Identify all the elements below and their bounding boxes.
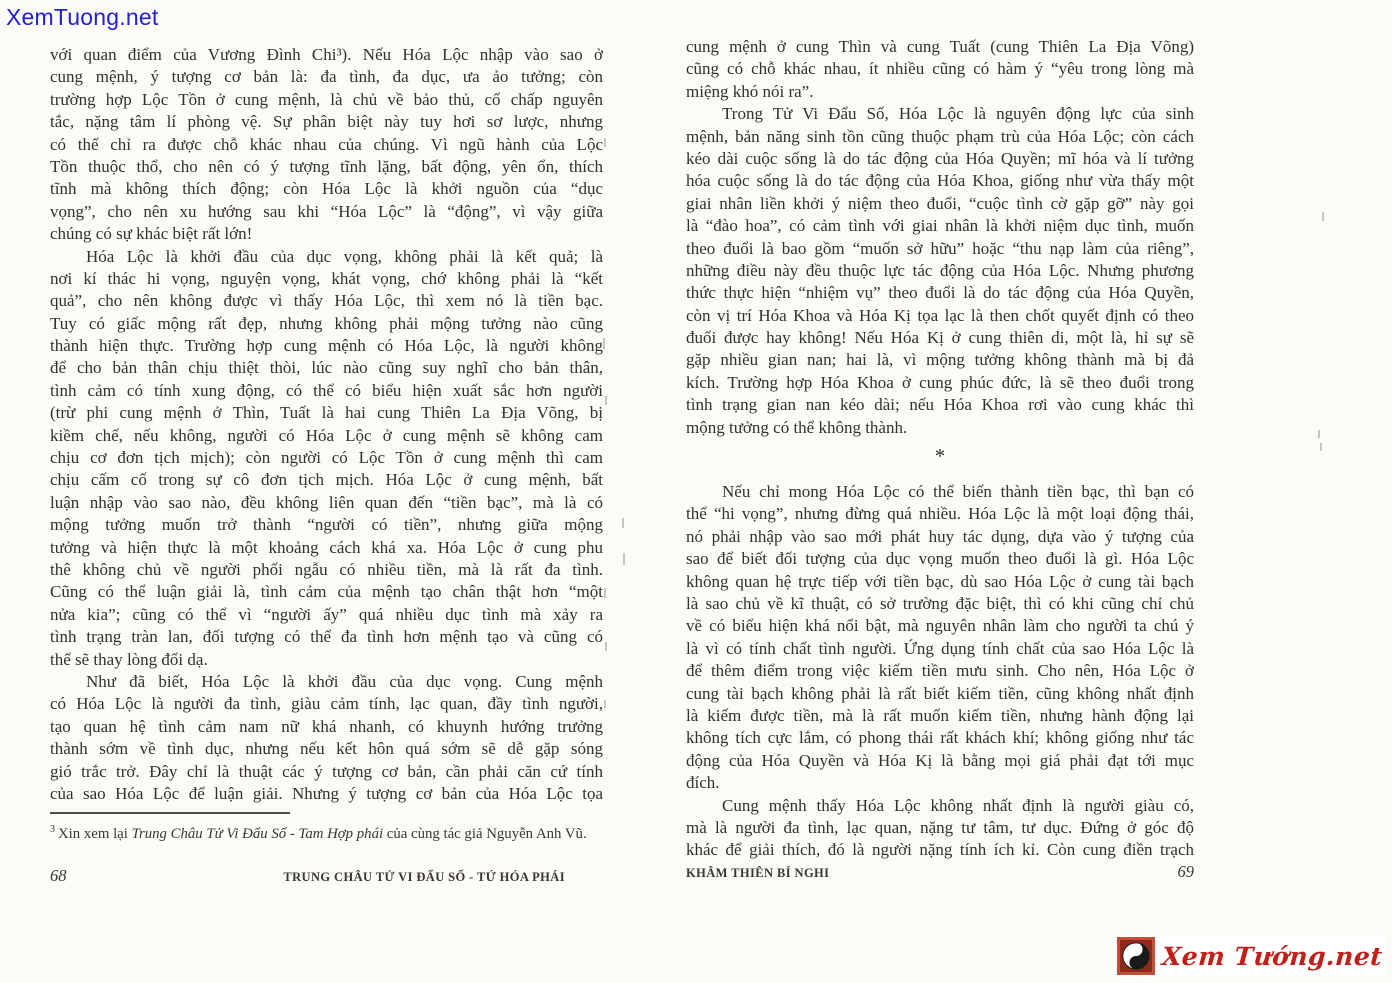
scan-artifact [622, 518, 624, 528]
scan-artifact [604, 138, 606, 147]
text-line: thể sẽ thay lòng đổi dạ. [50, 649, 208, 669]
scan-artifact [603, 338, 605, 349]
text-line: động của Hóa Quyền và Hóa Kị là bằng mọi giá phải đạt tới mục [686, 750, 1194, 770]
text-line: nơi kí thác hi vọng, nguyện vọng, khát vọng, chớ không phải là “kết [50, 268, 603, 288]
text-line: để cho bản thân chịu thiệt thòi, lúc nào cũng suy nghĩ cho bản thân, [50, 358, 603, 378]
text-line: còn vị trí Hóa Khoa và Hóa Kị tọa lạc là then chốt quyết định có theo [686, 305, 1194, 325]
text-line: chịu cơ đơn tịch mịch); còn người có Lộc Tồn ở cung mệnh thì cam [50, 448, 603, 468]
text-line: trường hợp Lộc Tồn ở cung mệnh, là chủ về bảo thủ, cố chấp nguyên [50, 89, 603, 109]
text-line: quả”, cho nên không được vì thấy Hóa Lộc, thì xem nó là tiền bạc. [50, 291, 603, 311]
text-line: mà là người đa tình, lạc quan, nặng tư tâm, tư dục. Đứng ở góc độ [686, 817, 1194, 837]
page-left-footer [50, 866, 603, 886]
text-line: tình trạng gian nan kéo dài; nếu Hóa Khoa rơi vào cung khác thì [686, 395, 1194, 415]
footnote-text-segment: Xin xem lại [58, 825, 132, 842]
text-line: chịu cấm cố trong sự cô đơn tịch mịch. Hóa Lộc ở cung mệnh, bất [50, 470, 603, 490]
text-line: theo đuổi là bao gồm “muốn sở hữu” hoặc “thu nạp làm của riêng”, [686, 238, 1194, 258]
text-line: tĩnh mà không thích động; còn Hóa Lộc là khởi nguồn của “dục [50, 179, 603, 199]
scan-artifact [604, 588, 606, 598]
running-title-right: KHÂM THIÊN BÍ NGHI [686, 866, 830, 880]
text-line: không quan hệ trực tiếp với tiền bạc, dù sao Hóa Lộc ở cung tài bạch [686, 571, 1194, 591]
text-line: * [934, 444, 946, 469]
text-line: cung mệnh ở cung Thìn và cung Tuất (cung Thiên La Địa Võng) [686, 37, 1194, 56]
footnote-text-segment: Trung Châu Tử Vi Đẩu Số - Tam Hợp phái [131, 825, 384, 842]
text-line: để thêm điểm trong việc kiếm tiền mưu sinh. Cho nên, Hóa Lộc ở [686, 661, 1194, 681]
text-line: cung mệnh, ý tượng cơ bản là: đa tình, đa dục, ưa ảo tưởng; còn [50, 67, 603, 87]
text-line: có Hóa Lộc là người đa tình, giàu cảm tính, lạc quan, đầy tình người, [50, 694, 603, 714]
text-line: gió trắc trở. Đây chỉ là thuật các ý tượng cơ bản, cần phải căn cứ tính [50, 761, 603, 781]
text-line: kiềm chế, nếu không, người có Hóa Lộc ở cung mệnh sẽ không cam [50, 425, 603, 445]
text-line: mộng tưởng muốn trở thành “người có tiền”, nhưng giữa mộng [50, 515, 603, 535]
text-line: miệng khó nói ra”. [686, 81, 814, 101]
scan-artifact [1318, 430, 1320, 438]
text-line: thành hiện thực. Trường hợp cung mệnh có Hóa Lộc, là người không [50, 336, 603, 356]
text-line: hóa cuộc sống là do tác động của Hóa Khoa, giống như vừa thấy một [686, 171, 1194, 191]
scan-artifact [623, 553, 625, 565]
text-line: là sao chủ về kĩ thuật, có sở trường đặc biệt, thì có khi cũng chỉ chủ [686, 593, 1194, 613]
text-line: (trừ phi cung mệnh ở Thìn, Tuất là hai cung Thiên La Địa Võng, bị [50, 403, 603, 423]
text-line: kích. Trường hợp Hóa Khoa ở cung phúc đức, là sẽ theo đuổi trong [686, 372, 1194, 392]
footnote [50, 820, 598, 844]
text-line: Tồn thuộc thổ, cho nên có ý tượng tĩnh lặng, bất động, yên ổn, thích [50, 156, 603, 176]
page-right-text [686, 36, 1194, 862]
scan-artifact [1322, 212, 1324, 221]
text-line: tạo quan hệ tình cảm nam nữ khá nhanh, có khuynh hướng trưởng [50, 716, 603, 736]
text-line: về có biểu hiện khá nổi bật, mà nguyên nhân làm cho người ta chú ý [686, 616, 1194, 636]
scan-artifact [605, 642, 607, 651]
text-line: thê không chủ về người phối ngẫu có nhiều tiền, mà là rất đa tình. [50, 559, 603, 579]
text-line: Như đã biết, Hóa Lộc là khởi đầu của dục vọng. Cung mệnh [86, 671, 603, 691]
page-right-footer [686, 862, 1194, 882]
footnote-text-segment: của cùng tác giả Nguyễn Anh Vũ. [383, 825, 587, 842]
text-line: mộng tưởng có thể không thành. [686, 417, 908, 437]
text-line: Trong Tử Vi Đẩu Số, Hóa Lộc là nguyên động lực của sinh [722, 104, 1194, 124]
text-line: đích. [686, 773, 720, 793]
text-line: không tích cực lắm, có phong thái rất khách khí; không giống như tác [686, 728, 1194, 748]
text-line: Tuy có giấc mộng rất đẹp, nhưng không phải mộng tưởng nào cũng [50, 313, 603, 333]
page-left-text [50, 44, 603, 805]
footnote-text [58, 826, 587, 842]
text-line: Nếu chỉ mong Hóa Lộc có thể biến thành tiền bạc, thì bạn có [722, 482, 1194, 502]
scan-artifact [605, 396, 607, 405]
text-line: mệnh, bản năng sinh tồn cũng thuộc phạm trù của Hóa Lộc; còn cách [686, 126, 1194, 146]
scan-artifact [604, 700, 606, 708]
yin-yang-icon [1117, 937, 1155, 975]
text-line: sao để biết đối tượng của dục vọng muốn theo đuổi là gì. Hóa Lộc [686, 549, 1194, 569]
text-line: khác để giải thích, đó là người nặng tính ích kỉ. Còn cung điền trạch [686, 840, 1194, 860]
text-line: tình trạng tràn lan, đối tượng có thể đa tình hơn mệnh tạo và cũng có [50, 627, 603, 647]
text-line: Cũng có thể luận giải là, tình cảm của mệnh tạo chân thật hơn “một [50, 582, 603, 602]
text-line: gặp nhiều gian nan; hai là, vì mộng tưởng không thành mà bị đả [686, 350, 1194, 370]
text-line: chúng có sự khác biệt rất lớn! [50, 224, 253, 244]
text-line: của sao Hóa Lộc để luận giải. Nhưng ý tượng cơ bản của Hóa Lộc tọa [50, 783, 603, 803]
text-line: cũng có chỗ khác nhau, ít nhiều cũng có hàm ý “yêu trong lòng mà [686, 59, 1194, 79]
site-logo [1113, 935, 1386, 977]
text-line: vọng”, cho nên xu hướng sau khi “Hóa Lộc” là “động”, vì vậy giữa [50, 201, 603, 221]
text-line: tưởng và hiện thực là một khoảng cách khá xa. Hóa Lộc ở cung phu [50, 537, 603, 557]
footnote-rule [50, 812, 290, 814]
text-line: là kiếm được tiền, mà là rất muốn kiếm tiền, nhưng hành động lại [686, 705, 1194, 725]
text-line: với quan điểm của Vương Đình Chi³). Nếu Hóa Lộc nhập vào sao ở [50, 45, 603, 64]
text-line: nó phải nhập vào sao mới phát huy tác dụng, dựa vào ý tượng của [686, 526, 1194, 546]
text-line: thức thực hiện “nhiệm vụ” theo đuổi là do tác động của Hóa Quyền, [686, 283, 1194, 303]
scan-artifact [1320, 443, 1322, 451]
text-line: những điều này đều thuộc lực tác động của Hóa Lộc. Nhưng phương [686, 260, 1194, 280]
footnote-marker: 3 [50, 824, 55, 835]
text-line: Cung mệnh thấy Hóa Lộc không nhất định là người giàu có, [722, 795, 1194, 815]
text-line: giai nhân liền khởi ý niệm theo đuổi, “cuộc tình cờ gặp gỡ” này gọi [686, 193, 1194, 213]
text-line: Hóa Lộc là khởi đầu của dục vọng, không phải là kết quả; là [86, 246, 603, 266]
text-line: nửa kia”; cũng có thể vì “người ấy” quá nhiều dục tình mà xảy ra [50, 604, 603, 624]
page-number-right: 69 [1177, 862, 1194, 881]
site-logo-text: Xem Tướng.net [1160, 941, 1384, 971]
site-watermark: XemTuong.net [6, 4, 159, 30]
text-line: thành sớm về tình dục, nhưng nếu kết hôn quá sớm sẽ dễ gặp sóng [50, 739, 603, 759]
running-title-left: TRUNG CHÂU TỬ VI ĐẨU SỐ - TỨ HÓA PHÁI [283, 870, 565, 884]
text-line: tình cảm có tính xung động, có thể có biểu hiện xuất sắc hơn người [50, 380, 603, 400]
text-line: đuổi được hay không! Nếu Hóa Kị ở cung thiên di, một là, hỉ sự sẽ [686, 328, 1194, 348]
text-line: tắc, nặng tâm lí phòng vệ. Sự phân biệt này tuy hơi sơ lược, nhưng [50, 112, 603, 132]
text-line: luận nhập vào sao nào, đều không liên quan đến “tiền bạc”, mà là có [50, 492, 603, 512]
text-line: thể “hi vọng”, nhưng đừng quá nhiều. Hóa Lộc là một loại động thái, [686, 504, 1194, 524]
text-line: là “đào hoa”, có cảm tình với giai nhân là khởi niệm dục tình, muốn [686, 216, 1194, 236]
text-line: là vì có tính chất tình người. Ứng dụng tính chất của sao Hóa Lộc là [686, 638, 1194, 658]
text-line: có thể chỉ ra được chỗ khác nhau của chúng. Vì ngũ hành của Lộc [50, 134, 603, 154]
page-number-left: 68 [50, 866, 67, 885]
text-line: cung tài bạch không phải là rất biết kiếm tiền, cũng không nhất định [686, 683, 1194, 703]
text-line: kéo dài cuộc sống là do tác động của Hóa Quyền; mĩ hóa và lí tưởng [686, 148, 1194, 168]
